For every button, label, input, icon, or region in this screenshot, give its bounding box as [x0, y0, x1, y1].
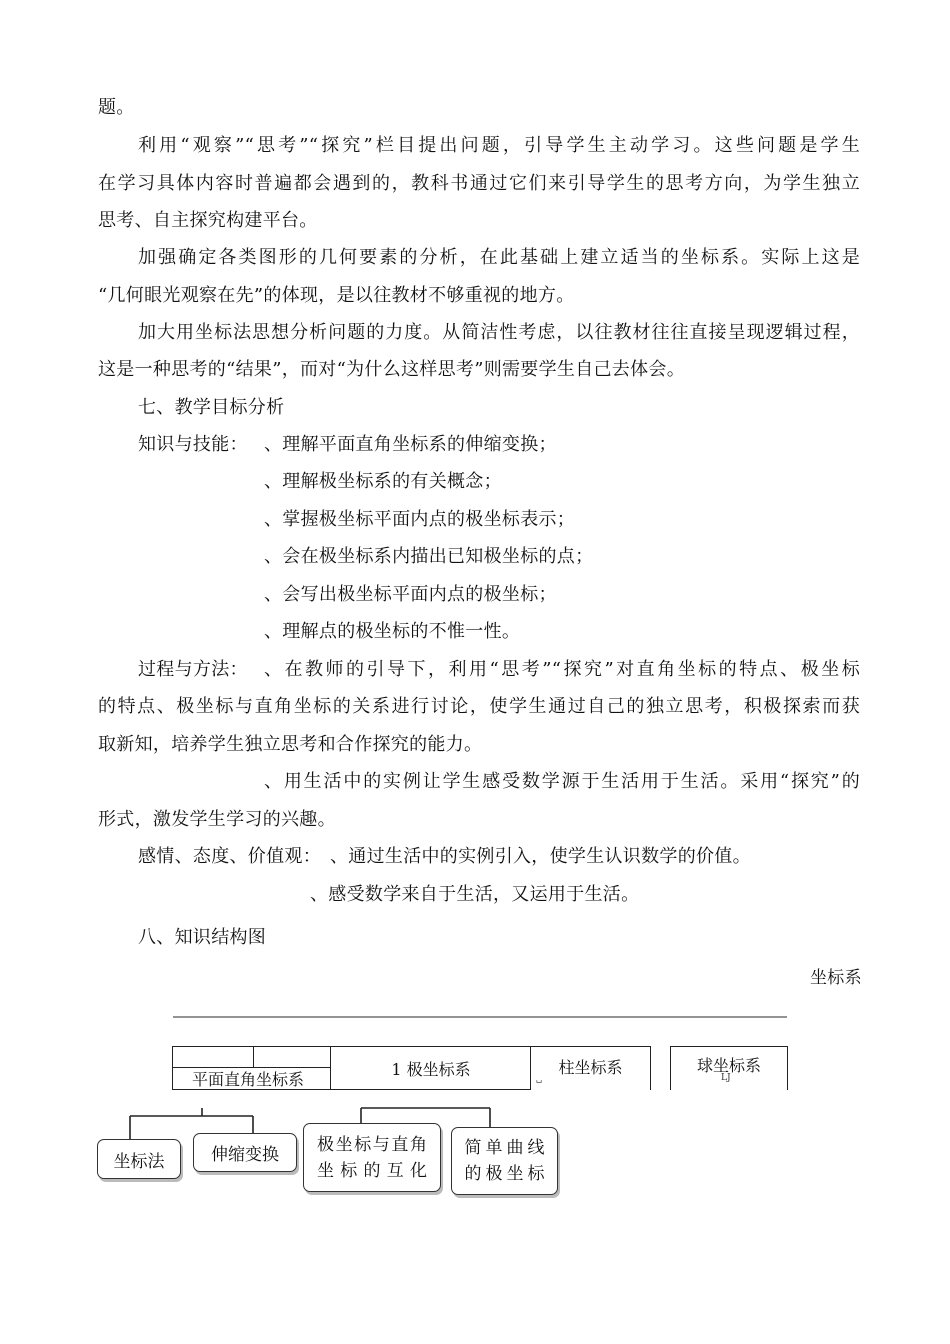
coordinate-method-box: [97, 1139, 181, 1179]
cylindrical-coordinate-box: [530, 1046, 651, 1090]
diagram-root-label: 坐标系: [810, 968, 862, 988]
emotion-line: 、通过生活中的实例引入，使学生认识数学的价值。: [330, 846, 751, 867]
simple-curve-polar-label: 简单曲线的极坐标: [464, 1138, 545, 1184]
knowledge-item: 、理解点的极坐标的不惟一性。: [264, 621, 521, 642]
knowledge-item: 、掌握极坐标平面内点的极坐标表示；: [264, 509, 576, 530]
paragraph-line: “几何眼光观察在先”的体现，是以往教材不够重视的地方。: [98, 285, 575, 306]
section-heading: 八、知识结构图: [138, 927, 267, 948]
coordinate-method-label: 坐标法: [113, 1151, 165, 1172]
knowledge-item: 、理解平面直角坐标系的伸缩变换；: [264, 434, 557, 455]
cylindrical-coordinate-label: 柱坐标系: [558, 1058, 623, 1077]
plane-coordinate-label: 平面直角坐标系: [192, 1070, 305, 1089]
paragraph-line: 在学习具体内容时普遍都会遇到的，教科书通过它们来引导学生的思考方向，为学生独立: [98, 173, 860, 194]
polar-rect-conversion-label: 极坐标与直角坐标的互化: [317, 1134, 427, 1181]
knowledge-label: 知识与技能：: [138, 434, 248, 455]
knowledge-item: 、理解极坐标系的有关概念；: [264, 471, 502, 492]
emotion-line: 、感受数学来自于生活，又运用于生活。: [310, 884, 640, 905]
plane-coordinate-box: [172, 1046, 332, 1090]
paragraph-line: 思考、自主探究构建平台。: [98, 210, 318, 231]
polar-rect-conversion-box: [303, 1123, 441, 1192]
stretch-transform-label: 伸缩变换: [211, 1145, 279, 1165]
polar-coordinate-label: 1 极坐标系: [391, 1059, 471, 1079]
section-heading: 七、教学目标分析: [138, 397, 285, 418]
emotion-label: 感情、态度、价值观：: [138, 846, 321, 867]
simple-curve-polar-box: [451, 1127, 558, 1195]
paragraph-line: 这是一种思考的“结果”，而对“为什么这样思考”则需要学生自己去体会。: [98, 359, 686, 380]
paragraph-line: 加大用坐标法思想分析问题的力度。从简洁性考虑，以往教材往往直接呈现逻辑过程，: [138, 322, 860, 343]
spherical-mark: LJ: [721, 1073, 731, 1083]
paragraph-line: 利用“观察”“思考”“探究”栏目提出问题，引导学生主动学习。这些问题是学生: [138, 135, 860, 156]
knowledge-item: 、会写出极坐标平面内点的极坐标；: [264, 584, 557, 605]
process-line: 的特点、极坐标与直角坐标的关系进行讨论，使学生通过自己的独立思考，积极探索而获: [98, 696, 860, 717]
spherical-coordinate-label: 球坐标系: [696, 1056, 761, 1075]
process-line: 、用生活中的实例让学生感受数学源于生活用于生活。采用“探究”的: [264, 771, 860, 792]
cylindrical-mark: ␣: [536, 1074, 543, 1083]
paragraph-line: 题。: [98, 97, 135, 118]
polar-coordinate-box: [330, 1046, 532, 1090]
process-line: 取新知，培养学生独立思考和合作探究的能力。: [98, 734, 483, 755]
process-line: 、在教师的引导下，利用“思考”“探究”对直角坐标的特点、极坐标: [264, 659, 860, 680]
process-line: 形式，激发学生学习的兴趣。: [98, 809, 336, 830]
paragraph-line: 加强确定各类图形的几何要素的分析，在此基础上建立适当的坐标系。实际上这是: [138, 247, 860, 268]
stretch-transform-box: [193, 1133, 297, 1172]
spherical-coordinate-box: [670, 1046, 788, 1090]
process-label: 过程与方法：: [138, 659, 248, 680]
knowledge-item: 、会在极坐标系内描出已知极坐标的点；: [264, 546, 594, 567]
